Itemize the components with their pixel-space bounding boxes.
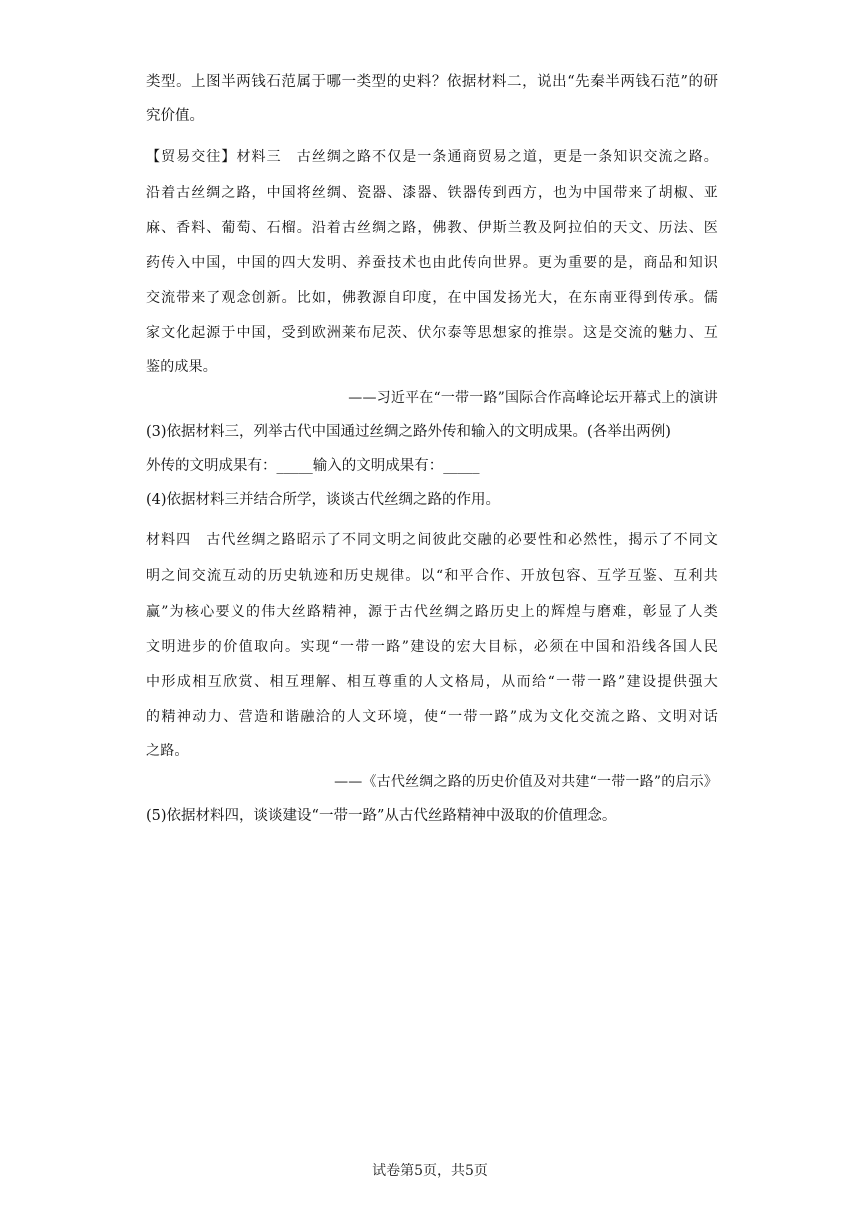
material4-line: 材料四 古代丝绸之路昭示了不同文明之间彼此交融的必要性和必然性，揭示了不同文 <box>146 532 718 548</box>
material3-source: ——习近平在“一带一路”国际合作高峰论坛开幕式上的演讲 <box>348 390 718 406</box>
material4-line: 明之间交流互动的历史轨迹和历史规律。以“和平合作、开放包容、互学互鉴、互利共 <box>146 568 718 584</box>
question2-text-line1: 类型。上图半两钱石范属于哪一类型的史料？依据材料二，说出“先秦半两钱石范”的研 <box>146 74 718 90</box>
material4-line: 中形成相互欣赏、相互理解、相互尊重的人文格局，从而给“一带一路”建设提供强大 <box>146 674 718 690</box>
material3-line: 家文化起源于中国，受到欧洲莱布尼茨、伏尔泰等思想家的推崇。这是交流的魅力、互 <box>146 325 718 341</box>
question4-text: (4)依据材料三并结合所学，谈谈古代丝绸之路的作用。 <box>146 492 501 508</box>
material3-line: 沿着古丝绸之路，中国将丝绸、瓷器、漆器、铁器传到西方，也为中国带来了胡椒、亚 <box>146 185 718 201</box>
material4-line: 文明进步的价值取向。实现“一带一路”建设的宏大目标，必须在中国和沿线各国人民 <box>146 639 718 655</box>
material3-line: 鉴的成果。 <box>146 359 217 375</box>
question3-answer-line: 外传的文明成果有：_____输入的文明成果有：_____ <box>146 458 480 474</box>
material4-source: ——《古代丝绸之路的历史价值及对共建“一带一路”的启示》 <box>334 774 718 790</box>
question2-text-line2: 究价值。 <box>146 108 204 124</box>
material3-line: 【贸易交往】材料三 古丝绸之路不仅是一条通商贸易之道，更是一条知识交流之路。 <box>146 149 718 165</box>
page-footer: 试卷第5页，共5页 <box>372 1163 488 1179</box>
material4-line: 之路。 <box>146 743 189 759</box>
question3-text: (3)依据材料三，列举古代中国通过丝绸之路外传和输入的文明成果。(各举出两例) <box>146 424 671 440</box>
material4-line: 的精神动力、营造和谐融洽的人文环境，使“一带一路”成为文化交流之路、文明对话 <box>146 709 718 725</box>
material3-line: 药传入中国，中国的四大发明、养蚕技术也由此传向世界。更为重要的是，商品和知识 <box>146 255 718 271</box>
material3-line: 麻、香料、葡萄、石榴。沿着古丝绸之路，佛教、伊斯兰教及阿拉伯的天文、历法、医 <box>146 220 718 236</box>
material4-line: 赢”为核心要义的伟大丝路精神，源于古代丝绸之路历史上的辉煌与磨难，彰显了人类 <box>146 604 718 620</box>
question5-text: (5)依据材料四，谈谈建设“一带一路”从古代丝路精神中汲取的价值理念。 <box>146 808 617 824</box>
material3-line: 交流带来了观念创新。比如，佛教源自印度，在中国发扬光大，在东南亚得到传承。儒 <box>146 290 718 306</box>
